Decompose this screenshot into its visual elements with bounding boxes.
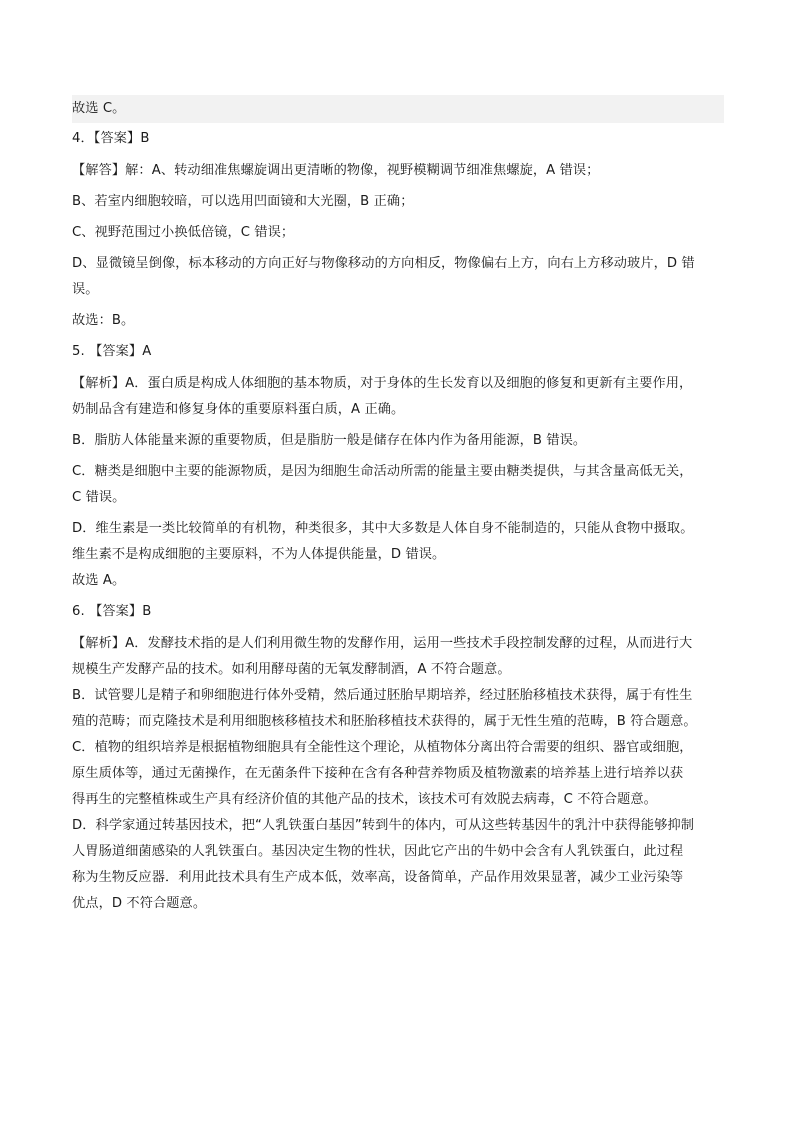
text-line: D、显微镜呈倒像，标本移动的方向正好与物像移动的方向相反，物像偏右上方，向右上方移动玻片，D 错 — [72, 256, 695, 271]
text-line: 故选 C。 — [72, 95, 724, 123]
text-line: 优点，D 不符合题意。 — [72, 896, 207, 911]
text-line: 【解答】解：A、转动细准焦螺旋调出更清晰的物像，视野模糊调节细准焦螺旋，A 错误； — [72, 163, 600, 178]
text-line: C．植物的组织培养是根据植物细胞具有全能性这个理论，从植物体分离出符合需要的组织、器官或细胞， — [72, 740, 693, 755]
text-line: 【解析】A．发酵技术指的是人们利用微生物的发酵作用，运用一些技术手段控制发酵的过程，从而进行大 — [72, 636, 693, 651]
text-line: 原生质体等，通过无菌操作，在无菌条件下接种在含有各种营养物质及植物激素的培养基上进行培养以获 — [72, 766, 684, 781]
text-line: B．脂肪人体能量来源的重要物质，但是脂肪一般是储存在体内作为备用能源，B 错误。 — [72, 433, 587, 448]
answer-content — [72, 95, 724, 925]
answer-heading: 6. 【答案】B — [72, 604, 152, 619]
text-line: 规模生产发酵产品的技术。如利用酵母菌的无氧发酵制酒，A 不符合题意。 — [72, 662, 511, 677]
text-line: D．科学家通过转基因技术，把“人乳铁蛋白基因”转到牛的体内，可从这些转基因牛的乳汁中获得能够抑制 — [72, 818, 695, 833]
text-line: 故选 A。 — [72, 573, 126, 588]
text-line: C 错误。 — [72, 490, 126, 505]
text-line: 人胃肠道细菌感染的人乳铁蛋白。基因决定生物的性状，因此它产出的牛奶中会含有人乳铁蛋白，此过程 — [72, 844, 684, 859]
text-line: C、视野范围过小换低倍镜，C 错误； — [72, 225, 295, 240]
answer-heading: 5. 【答案】A — [72, 344, 152, 359]
text-line: 故选：B。 — [72, 313, 135, 328]
text-line: 称为生物反应器．利用此技术具有生产成本低，效率高，设备简单，产品作用效果显著，减少工业污染等 — [72, 870, 684, 885]
text-line: 维生素不是构成细胞的主要原料，不为人体提供能量，D 错误。 — [72, 547, 446, 562]
text-line: D．维生素是一类比较简单的有机物，种类很多，其中大多数是人体自身不能制造的，只能从食物中摄取。 — [72, 521, 694, 536]
text-line: 得再生的完整植株或生产具有经济价值的其他产品的技术，该技术可有效脱去病毒，C 不符合题意。 — [72, 792, 657, 807]
text-line: C．糖类是细胞中主要的能源物质，是因为细胞生命活动所需的能量主要由糖类提供，与其含量高低无关， — [72, 464, 693, 479]
text-line: 误。 — [72, 282, 99, 297]
text-line: 奶制品含有建造和修复身体的重要原料蛋白质，A 正确。 — [72, 402, 405, 417]
text-line: 殖的范畴；而克隆技术是利用细胞核移植技术和胚胎移植技术获得的，属于无性生殖的范畴，B 符合题意。 — [72, 714, 697, 729]
text-line: B．试管婴儿是精子和卵细胞进行体外受精，然后通过胚胎早期培养，经过胚胎移植技术获得，属于有性生 — [72, 688, 693, 703]
text-line: 【解析】A．蛋白质是构成人体细胞的基本物质，对于身体的生长发育以及细胞的修复和更新有主要作用， — [72, 376, 693, 391]
answer-heading: 4．【答案】B — [72, 131, 150, 146]
text-line: B、若室内细胞较暗，可以选用凹面镜和大光圈，B 正确； — [72, 194, 414, 209]
